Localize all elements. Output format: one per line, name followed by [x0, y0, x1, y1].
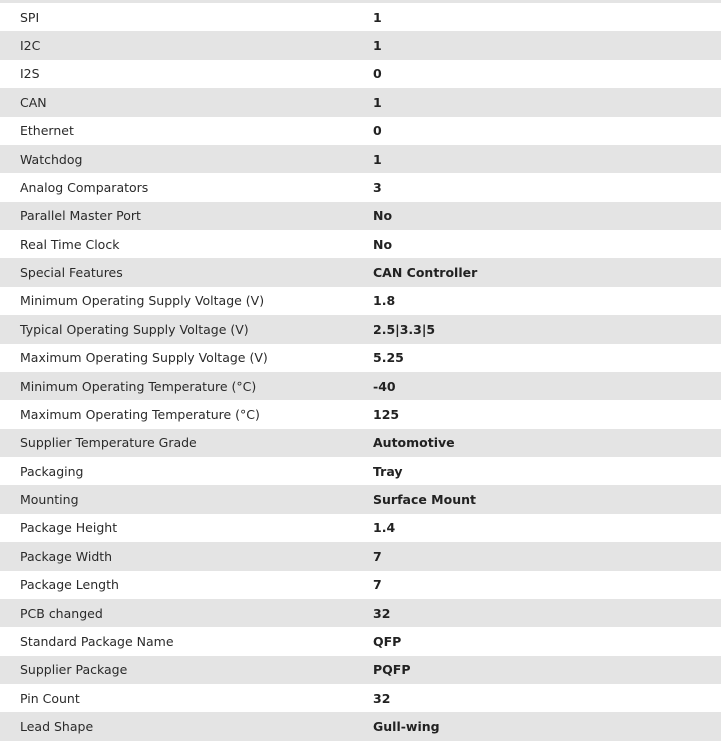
spec-label: Lead Shape — [20, 719, 94, 735]
spec-row-real-time-clock — [0, 230, 721, 258]
spec-value: 1 — [373, 38, 382, 54]
spec-value: 7 — [373, 548, 382, 564]
spec-value: No — [373, 208, 393, 224]
spec-label: Typical Operating Supply Voltage (V) — [20, 321, 249, 337]
spec-row-analog-comparators — [0, 173, 721, 201]
spec-label: Package Width — [20, 548, 113, 564]
spec-value: 0 — [373, 66, 382, 82]
spec-value: 125 — [373, 406, 400, 422]
spec-value: 1 — [373, 94, 382, 110]
spec-value: 32 — [373, 605, 391, 621]
specifications-table-body — [0, 3, 721, 741]
spec-label: Pin Count — [20, 690, 80, 706]
spec-row-spi — [0, 3, 721, 31]
spec-label: Package Length — [20, 577, 119, 593]
spec-label: Special Features — [20, 265, 123, 281]
spec-label: Mounting — [20, 492, 79, 508]
spec-label: Ethernet — [20, 123, 74, 139]
spec-row-lead-shape — [0, 712, 721, 740]
spec-value: 0 — [373, 123, 382, 139]
spec-value: QFP — [373, 633, 402, 649]
spec-label: PCB changed — [20, 605, 103, 621]
spec-value: 1 — [373, 151, 382, 167]
spec-value: Tray — [373, 463, 403, 479]
spec-row-package-width — [0, 542, 721, 570]
spec-label: Watchdog — [20, 151, 83, 167]
spec-row-max-supply-voltage — [0, 344, 721, 372]
spec-row-typical-supply-voltage — [0, 315, 721, 343]
spec-value: 5.25 — [373, 350, 404, 366]
spec-value: -40 — [373, 378, 396, 394]
spec-value: 1 — [373, 9, 382, 25]
spec-value: 32 — [373, 690, 391, 706]
spec-value: 3 — [373, 179, 382, 195]
spec-row-min-supply-voltage — [0, 287, 721, 315]
spec-label: Supplier Temperature Grade — [20, 435, 197, 451]
spec-label: Minimum Operating Temperature (°C) — [20, 378, 257, 394]
spec-value: 1.8 — [373, 293, 396, 309]
spec-value: PQFP — [373, 662, 411, 678]
spec-row-package-length — [0, 571, 721, 599]
spec-value: No — [373, 236, 393, 252]
spec-value: 7 — [373, 577, 382, 593]
spec-label: Maximum Operating Supply Voltage (V) — [20, 350, 268, 366]
spec-row-packaging — [0, 457, 721, 485]
spec-label: Analog Comparators — [20, 179, 149, 195]
spec-label: Packaging — [20, 463, 84, 479]
spec-row-supplier-package — [0, 656, 721, 684]
spec-label: SPI — [20, 9, 40, 25]
spec-label: I2C — [20, 38, 41, 54]
spec-row-mounting — [0, 485, 721, 513]
spec-row-special-features — [0, 258, 721, 286]
spec-value: Surface Mount — [373, 492, 476, 508]
top-divider — [0, 0, 721, 3]
spec-row-package-height — [0, 514, 721, 542]
spec-label: Package Height — [20, 520, 118, 536]
spec-row-min-operating-temperature — [0, 372, 721, 400]
spec-value: CAN Controller — [373, 265, 478, 281]
spec-label: Standard Package Name — [20, 633, 174, 649]
spec-label: Maximum Operating Temperature (°C) — [20, 406, 260, 422]
spec-value: 1.4 — [373, 520, 396, 536]
spec-row-max-operating-temperature — [0, 400, 721, 428]
spec-row-ethernet — [0, 117, 721, 145]
spec-value: Automotive — [373, 435, 455, 451]
spec-row-can — [0, 88, 721, 116]
spec-row-supplier-temperature-grade — [0, 429, 721, 457]
spec-label: Real Time Clock — [20, 236, 120, 252]
spec-row-i2s — [0, 60, 721, 88]
spec-value: 2.5|3.3|5 — [373, 321, 436, 337]
spec-label: Supplier Package — [20, 662, 128, 678]
spec-row-pcb-changed — [0, 599, 721, 627]
spec-label: I2S — [20, 66, 40, 82]
specifications-table — [0, 3, 721, 741]
spec-value: Gull-wing — [373, 719, 440, 735]
spec-label: Parallel Master Port — [20, 208, 141, 224]
spec-row-standard-package-name — [0, 627, 721, 655]
spec-row-i2c — [0, 31, 721, 59]
spec-label: CAN — [20, 94, 47, 110]
spec-row-watchdog — [0, 145, 721, 173]
spec-label: Minimum Operating Supply Voltage (V) — [20, 293, 265, 309]
spec-row-parallel-master-port — [0, 202, 721, 230]
spec-row-pin-count — [0, 684, 721, 712]
